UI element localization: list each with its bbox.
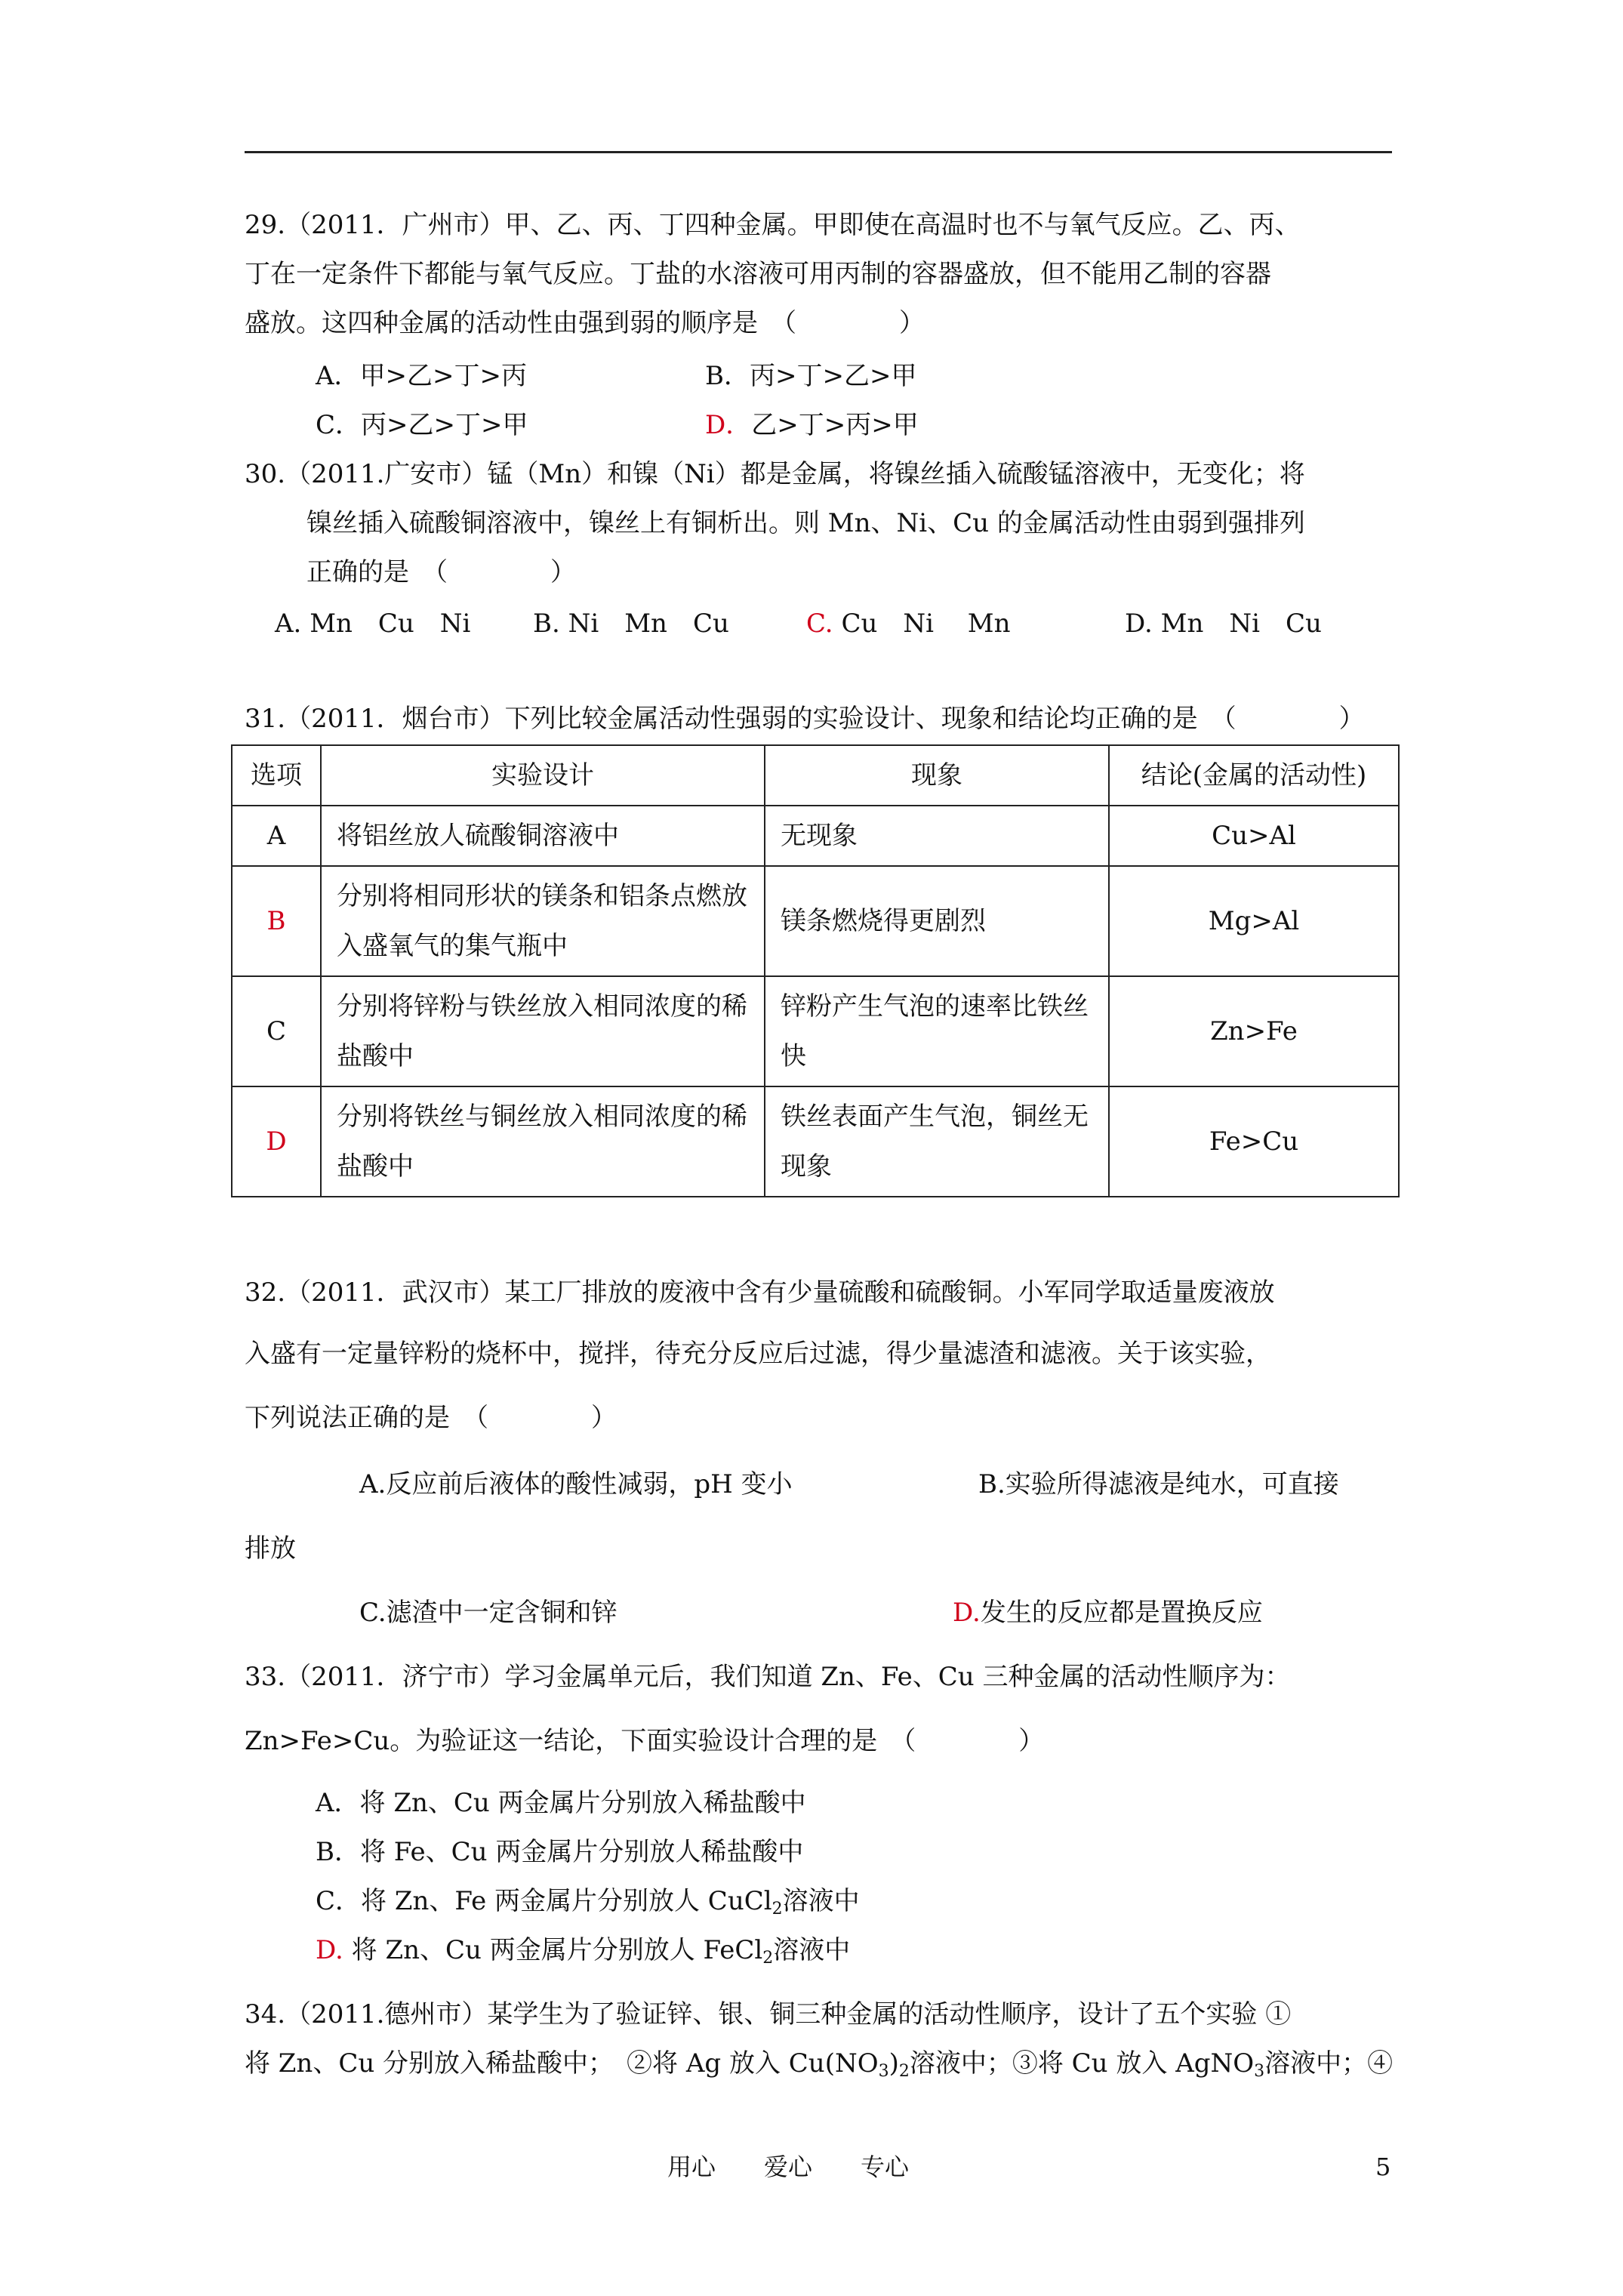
row-phenomenon: 铁丝表面产生气泡，铜丝无现象 [765, 1086, 1109, 1197]
text-run: 将 Zn、Cu 分别放入稀盐酸中； ②将 Ag 放入 Cu(NO [245, 2048, 879, 2079]
row-phenomenon: 锌粉产生气泡的速率比铁丝快 [765, 976, 1109, 1086]
text-run: 溶液中；③将 Cu 放入 AgNO [909, 2048, 1255, 2079]
q33-line-2: Zn>Fe>Cu。为验证这一结论，下面实验设计合理的是 （ ） [245, 1726, 1045, 1756]
header-rule [245, 151, 1392, 153]
answer-letter-highlight: D． [705, 410, 752, 440]
subscript: 3 [878, 2062, 889, 2081]
option-text: C．将 Zn、Fe 两金属片分别放人 CuCl [316, 1886, 772, 1916]
header-design: 实验设计 [321, 745, 765, 806]
q33-option-c [316, 1885, 860, 1918]
row-option-answer: D [232, 1086, 321, 1197]
q32-option-d [953, 1596, 1263, 1629]
header-conclusion: 结论(金属的活动性) [1109, 745, 1399, 806]
option-text: Mn Ni Cu [1160, 609, 1322, 639]
q33-line-1: 33.（2011．济宁市）学习金属单元后，我们知道 Zn、Fe、Cu 三种金属的活动性顺序为： [245, 1662, 1291, 1692]
option-text: Mn Cu Ni [310, 609, 471, 639]
text-run: 溶液中；④ [1264, 2048, 1394, 2079]
q32-line-2: 入盛有一定量锌粉的烧杯中，搅拌，待充分反应后过滤，得少量滤渣和滤液。关于该实验， [245, 1339, 1271, 1369]
q30-option-a [275, 607, 470, 640]
header-option: 选项 [232, 745, 321, 806]
q29-option-b [705, 359, 916, 393]
q32-option-a: A.反应前后液体的酸性减弱，pH 变小 [359, 1469, 793, 1499]
option-letter: A． [316, 361, 360, 391]
row-design: 分别将相同形状的镁条和铝条点燃放入盛氧气的集气瓶中 [321, 866, 765, 976]
option-text: 溶液中 [773, 1935, 851, 1965]
row-phenomenon: 无现象 [765, 806, 1109, 866]
table-row [232, 866, 1399, 976]
q30-option-d [1125, 607, 1322, 640]
option-text: Cu Ni Mn [841, 609, 1011, 639]
row-option: A [232, 806, 321, 866]
q32-option-b: B.实验所得滤液是纯水，可直接 [978, 1469, 1339, 1499]
option-text: 发生的反应都是置换反应 [980, 1598, 1263, 1628]
option-letter: C． [316, 410, 362, 440]
q31-stem: 31.（2011．烟台市）下列比较金属活动性强弱的实验设计、现象和结论均正确的是 （ ） [245, 704, 1365, 734]
option-text: 乙>丁>丙>甲 [751, 410, 919, 440]
q30-line-3: 正确的是 （ ） [306, 557, 576, 587]
page-number: 5 [1375, 2153, 1391, 2181]
q30-option-b [533, 607, 729, 640]
q29-option-c [316, 408, 528, 442]
option-letter: B. [533, 609, 560, 639]
option-text: 丙>乙>丁>甲 [361, 410, 528, 440]
q34-line-1: 34.（2011.德州市）某学生为了验证锌、银、铜三种金属的活动性顺序，设计了五个实验 ① [245, 1999, 1292, 2029]
q33-option-b: B．将 Fe、Cu 两金属片分别放人稀盐酸中 [316, 1837, 804, 1867]
row-conclusion: Cu>Al [1109, 806, 1399, 866]
option-text: 溶液中 [782, 1886, 860, 1916]
q34-line-2 [245, 2047, 1393, 2080]
answer-letter-highlight: C. [806, 609, 833, 639]
answer-letter-highlight: D. [953, 1598, 981, 1628]
q29-line-1: 29.（2011．广州市）甲、乙、丙、丁四种金属。甲即使在高温时也不与氧气反应。乙、丙、 [245, 210, 1301, 240]
row-option-answer: B [232, 866, 321, 976]
table-header-row [232, 745, 1399, 806]
subscript: 3 [1254, 2062, 1265, 2081]
q32-option-b-continued: 排放 [245, 1533, 296, 1564]
row-design: 将铝丝放人硫酸铜溶液中 [321, 806, 765, 866]
q30-option-c [806, 607, 1011, 640]
text-run: ) [888, 2048, 899, 2079]
subscript: 2 [898, 2062, 910, 2081]
option-text: 甲>乙>丁>丙 [359, 361, 528, 391]
subscript: 2 [762, 1949, 774, 1968]
q29-option-d [705, 408, 919, 442]
row-phenomenon: 镁条燃烧得更剧烈 [765, 866, 1109, 976]
option-text: 丙>丁>乙>甲 [750, 361, 917, 391]
q29-option-a [316, 359, 527, 393]
q33-option-d [316, 1934, 850, 1967]
row-design: 分别将锌粉与铁丝放入相同浓度的稀盐酸中 [321, 976, 765, 1086]
option-letter: D. [1125, 609, 1153, 639]
q32-line-3: 下列说法正确的是 （ ） [245, 1403, 617, 1433]
q32-line-1: 32.（2011．武汉市）某工厂排放的废液中含有少量硫酸和硫酸铜。小军同学取适量废液放 [245, 1277, 1275, 1308]
q33-option-a: A．将 Zn、Cu 两金属片分别放入稀盐酸中 [316, 1788, 806, 1818]
table-row [232, 806, 1399, 866]
option-letter: B． [705, 361, 750, 391]
option-text: Ni Mn Cu [568, 609, 729, 639]
footer-motto: 用心 爱心 专心 [667, 2153, 910, 2181]
q29-line-2: 丁在一定条件下都能与氧气反应。丁盐的水溶液可用丙制的容器盛放，但不能用乙制的容器 [245, 259, 1271, 289]
q30-line-2: 镍丝插入硫酸铜溶液中，镍丝上有铜析出。则 Mn、Ni、Cu 的金属活动性由弱到强排列 [306, 508, 1305, 538]
table-row [232, 1086, 1399, 1197]
row-option: C [232, 976, 321, 1086]
row-conclusion: Fe>Cu [1109, 1086, 1399, 1197]
option-text: 将 Zn、Cu 两金属片分别放人 FeCl [343, 1935, 763, 1965]
row-design: 分别将铁丝与铜丝放入相同浓度的稀盐酸中 [321, 1086, 765, 1197]
q32-option-c: C.滤渣中一定含铜和锌 [359, 1598, 617, 1628]
q31-table [231, 744, 1400, 1197]
header-phenomenon: 现象 [765, 745, 1109, 806]
q29-line-3: 盛放。这四种金属的活动性由强到弱的顺序是 （ ） [245, 308, 925, 338]
q30-line-1: 30.（2011.广安市）锰（Mn）和镍（Ni）都是金属，将镍丝插入硫酸锰溶液中，无变化；将 [245, 459, 1305, 489]
answer-letter-highlight: D. [316, 1935, 343, 1965]
row-conclusion: Mg>Al [1109, 866, 1399, 976]
subscript: 2 [771, 1900, 783, 1918]
row-conclusion: Zn>Fe [1109, 976, 1399, 1086]
table-row [232, 976, 1399, 1086]
option-letter: A. [275, 609, 302, 639]
